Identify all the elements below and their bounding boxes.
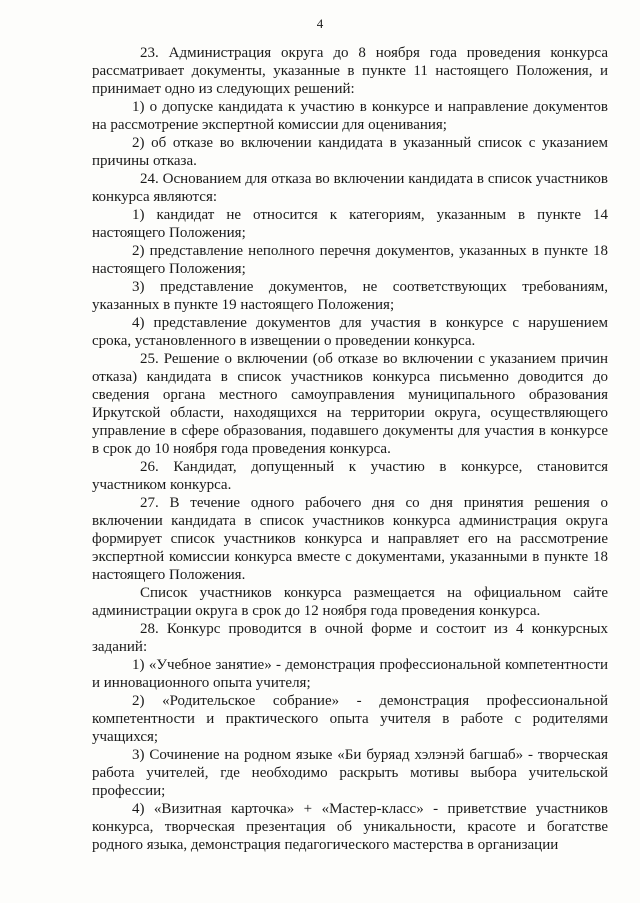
paragraph: 24. Основанием для отказа во включении кандидата в список участников конкурса являются:: [92, 171, 608, 205]
paragraph: 23. Администрация округа до 8 ноября года проведения конкурса рассматривает документы, указанные в пункте 11 настоящего Положения, и принимает одно из следующих решений:: [92, 45, 608, 97]
list-item: 4) представление документов для участия в конкурсе с нарушением срока, установленного в извещении о проведении конкурса.: [92, 315, 608, 349]
list-item: 4) «Визитная карточка» + «Мастер-класс» - приветствие участников конкурса, творческая презентация об уникальности, красоте и богатстве родного языка, демонстрация педагогического мастерства в организации: [92, 801, 608, 853]
list-item: 3) Сочинение на родном языке «Би буряад хэлэнэй багшаб» - творческая работа учителей, где необходимо раскрыть мотивы выбора учительской профессии;: [92, 747, 608, 799]
paragraph: 28. Конкурс проводится в очной форме и состоит из 4 конкурсных заданий:: [92, 621, 608, 655]
paragraph: 26. Кандидат, допущенный к участию в конкурсе, становится участником конкурса.: [92, 459, 608, 493]
list-item: 2) представление неполного перечня документов, указанных в пункте 18 настоящего Положения;: [92, 243, 608, 277]
list-item: 1) о допуске кандидата к участию в конкурсе и направление документов на рассмотрение экспертной комиссии для оценивания;: [92, 99, 608, 133]
list-item: 1) кандидат не относится к категориям, указанным в пункте 14 настоящего Положения;: [92, 207, 608, 241]
document-body: [92, 44, 608, 854]
list-item: 3) представление документов, не соответствующих требованиям, указанных в пункте 19 настоящего Положения;: [92, 279, 608, 313]
paragraph: Список участников конкурса размещается на официальном сайте администрации округа в срок до 12 ноября года проведения конкурса.: [92, 585, 608, 619]
paragraph: 27. В течение одного рабочего дня со дня принятия решения о включении кандидата в список участников конкурса администрация округа формирует список участников конкурса и направляет его на рассмотрение экспертной комиссии конкурса вместе с документами, указанными в пункте 18 настоящего Положения.: [92, 495, 608, 583]
paragraph: 25. Решение о включении (об отказе во включении с указанием причин отказа) кандидата в список участников конкурса письменно доводится до сведения органа местного самоуправления муниципального образования Иркутской области, находящихся на территории округа, осуществляющего управление в сфере образования, подавшего документы для участия в конкурсе в срок до 10 ноября года проведения конкурса.: [92, 351, 608, 457]
list-item: 1) «Учебное занятие» - демонстрация профессиональной компетентности и инновационного опыта учителя;: [92, 657, 608, 691]
page-number: 4: [316, 16, 324, 31]
list-item: 2) об отказе во включении кандидата в указанный список с указанием причины отказа.: [92, 135, 608, 169]
list-item: 2) «Родительское собрание» - демонстрация профессиональной компетентности и практического опыта учителя в работе с родителями учащихся;: [92, 693, 608, 745]
